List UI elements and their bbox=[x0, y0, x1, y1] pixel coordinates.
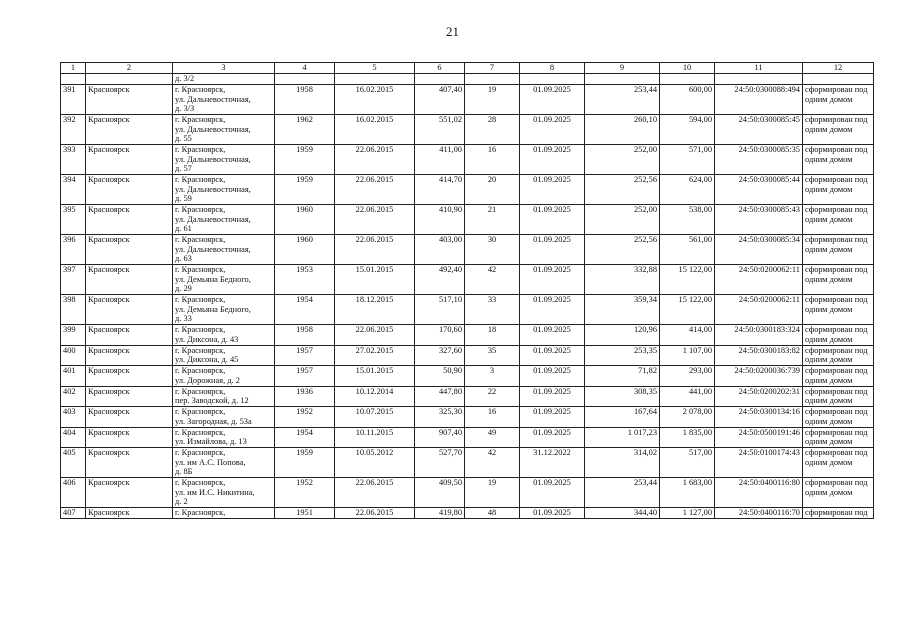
deadline-cell: 01.09.2025 bbox=[520, 295, 585, 325]
city-cell: Красноярск bbox=[86, 235, 173, 265]
address-cell: г. Красноярск, bbox=[173, 508, 275, 519]
deadline-cell: 01.09.2025 bbox=[520, 145, 585, 175]
deadline-cell: 01.09.2025 bbox=[520, 115, 585, 145]
row-number: 393 bbox=[61, 145, 86, 175]
date-cell: 22.06.2015 bbox=[335, 478, 415, 508]
cost-cell: 253,35 bbox=[585, 345, 660, 366]
cost-cell: 260,10 bbox=[585, 115, 660, 145]
cadastral-number-cell: 24:50:0100174:43 bbox=[715, 448, 803, 478]
residents-cell: 16 bbox=[465, 407, 520, 428]
year-cell: 1959 bbox=[275, 448, 335, 478]
area-cell: 50,90 bbox=[415, 366, 465, 387]
date-cell: 16.02.2015 bbox=[335, 85, 415, 115]
row-number: 399 bbox=[61, 325, 86, 346]
land-area-cell: 594,00 bbox=[660, 115, 715, 145]
land-status-cell: сформирован под одним домом bbox=[803, 407, 874, 428]
cadastral-number-cell: 24:50:0200202:31 bbox=[715, 386, 803, 407]
deadline-cell: 01.09.2025 bbox=[520, 427, 585, 448]
cost-cell: 252,56 bbox=[585, 235, 660, 265]
column-header: 4 bbox=[275, 63, 335, 74]
cost-cell: 314,02 bbox=[585, 448, 660, 478]
column-header-row bbox=[61, 63, 874, 74]
land-area-cell: 293,00 bbox=[660, 366, 715, 387]
year-cell: 1957 bbox=[275, 345, 335, 366]
date-cell: 22.06.2015 bbox=[335, 508, 415, 519]
residents-cell: 30 bbox=[465, 235, 520, 265]
cadastral-number-cell: 24:50:0300085:34 bbox=[715, 235, 803, 265]
area-cell: 517,10 bbox=[415, 295, 465, 325]
housing-registry-table bbox=[60, 62, 874, 519]
area-cell: 411,00 bbox=[415, 145, 465, 175]
land-area-cell: 441,00 bbox=[660, 386, 715, 407]
land-area-cell: 15 122,00 bbox=[660, 265, 715, 295]
cadastral-number-cell: 24:50:0400116:80 bbox=[715, 478, 803, 508]
column-header: 6 bbox=[415, 63, 465, 74]
year-cell: 1953 bbox=[275, 265, 335, 295]
cost-cell: 308,35 bbox=[585, 386, 660, 407]
area-cell: 325,30 bbox=[415, 407, 465, 428]
city-cell: Красноярск bbox=[86, 295, 173, 325]
table-row bbox=[61, 295, 874, 325]
table-row bbox=[61, 427, 874, 448]
cost-cell: 253,44 bbox=[585, 85, 660, 115]
date-cell: 18.12.2015 bbox=[335, 295, 415, 325]
land-status-cell: сформирован под одним домом bbox=[803, 448, 874, 478]
area-cell: 907,40 bbox=[415, 427, 465, 448]
date-cell: 27.02.2015 bbox=[335, 345, 415, 366]
deadline-cell: 01.09.2025 bbox=[520, 345, 585, 366]
land-area-cell: 538,00 bbox=[660, 205, 715, 235]
city-cell: Красноярск bbox=[86, 427, 173, 448]
area-cell: 447,80 bbox=[415, 386, 465, 407]
column-header: 12 bbox=[803, 63, 874, 74]
cadastral-number-cell: 24:50:0300085:44 bbox=[715, 175, 803, 205]
land-area-cell: 561,00 bbox=[660, 235, 715, 265]
deadline-cell: 01.09.2025 bbox=[520, 325, 585, 346]
cost-cell: 359,34 bbox=[585, 295, 660, 325]
address-cell: г. Красноярск, ул. Дальневосточная, д. 55 bbox=[173, 115, 275, 145]
residents-cell: 49 bbox=[465, 427, 520, 448]
address-cell: г. Красноярск, ул. Измайлова, д. 13 bbox=[173, 427, 275, 448]
continuation-address: д. 3/2 bbox=[173, 74, 275, 85]
address-cell: г. Красноярск, ул. Диксона, д. 45 bbox=[173, 345, 275, 366]
date-cell: 15.01.2015 bbox=[335, 366, 415, 387]
year-cell: 1958 bbox=[275, 325, 335, 346]
cadastral-number-cell: 24:50:0300183:324 bbox=[715, 325, 803, 346]
row-number: 403 bbox=[61, 407, 86, 428]
table-row bbox=[61, 448, 874, 478]
row-number: 406 bbox=[61, 478, 86, 508]
cost-cell: 252,56 bbox=[585, 175, 660, 205]
city-cell: Красноярск bbox=[86, 205, 173, 235]
cadastral-number-cell: 24:50:0400116:70 bbox=[715, 508, 803, 519]
land-status-cell: сформирован под одним домом bbox=[803, 265, 874, 295]
land-area-cell: 414,00 bbox=[660, 325, 715, 346]
address-cell: г. Красноярск, ул. Демьяна Бедного, д. 29 bbox=[173, 265, 275, 295]
deadline-cell: 01.09.2025 bbox=[520, 407, 585, 428]
residents-cell: 18 bbox=[465, 325, 520, 346]
area-cell: 419,80 bbox=[415, 508, 465, 519]
deadline-cell: 01.09.2025 bbox=[520, 205, 585, 235]
cadastral-number-cell: 24:50:0300183:82 bbox=[715, 345, 803, 366]
area-cell: 327,60 bbox=[415, 345, 465, 366]
cadastral-number-cell: 24:50:0300085:45 bbox=[715, 115, 803, 145]
date-cell: 10.07.2015 bbox=[335, 407, 415, 428]
table-row bbox=[61, 386, 874, 407]
table-row bbox=[61, 175, 874, 205]
residents-cell: 42 bbox=[465, 448, 520, 478]
year-cell: 1952 bbox=[275, 407, 335, 428]
table-row bbox=[61, 345, 874, 366]
date-cell: 10.11.2015 bbox=[335, 427, 415, 448]
year-cell: 1959 bbox=[275, 175, 335, 205]
year-cell: 1958 bbox=[275, 85, 335, 115]
row-number: 402 bbox=[61, 386, 86, 407]
address-cell: г. Красноярск, ул. Демьяна Бедного, д. 33 bbox=[173, 295, 275, 325]
column-header: 1 bbox=[61, 63, 86, 74]
year-cell: 1954 bbox=[275, 295, 335, 325]
area-cell: 407,40 bbox=[415, 85, 465, 115]
date-cell: 15.01.2015 bbox=[335, 265, 415, 295]
date-cell: 16.02.2015 bbox=[335, 115, 415, 145]
deadline-cell: 01.09.2025 bbox=[520, 265, 585, 295]
cost-cell: 344,40 bbox=[585, 508, 660, 519]
row-number: 392 bbox=[61, 115, 86, 145]
row-number: 404 bbox=[61, 427, 86, 448]
address-cell: г. Красноярск, ул. Дальневосточная, д. 59 bbox=[173, 175, 275, 205]
address-cell: г. Красноярск, ул. Загородная, д. 53а bbox=[173, 407, 275, 428]
date-cell: 22.06.2015 bbox=[335, 205, 415, 235]
cost-cell: 167,64 bbox=[585, 407, 660, 428]
land-status-cell: сформирован под одним домом bbox=[803, 115, 874, 145]
land-status-cell: сформирован под одним домом bbox=[803, 478, 874, 508]
area-cell: 403,00 bbox=[415, 235, 465, 265]
land-area-cell: 600,00 bbox=[660, 85, 715, 115]
address-cell: г. Красноярск, ул. им И.С. Никитина, д. 2 bbox=[173, 478, 275, 508]
address-cell: г. Красноярск, ул. Дальневосточная, д. 57 bbox=[173, 145, 275, 175]
column-header: 7 bbox=[465, 63, 520, 74]
year-cell: 1952 bbox=[275, 478, 335, 508]
row-number: 401 bbox=[61, 366, 86, 387]
land-status-cell: сформирован под одним домом bbox=[803, 386, 874, 407]
table-row bbox=[61, 145, 874, 175]
city-cell: Красноярск bbox=[86, 508, 173, 519]
cadastral-number-cell: 24:50:0200062:11 bbox=[715, 295, 803, 325]
address-cell: г. Красноярск, ул. Дорожная, д. 2 bbox=[173, 366, 275, 387]
deadline-cell: 01.09.2025 bbox=[520, 508, 585, 519]
page-number: 21 bbox=[446, 24, 459, 39]
date-cell: 22.06.2015 bbox=[335, 325, 415, 346]
address-cell: г. Красноярск, ул. Дальневосточная, д. 61 bbox=[173, 205, 275, 235]
residents-cell: 19 bbox=[465, 85, 520, 115]
city-cell: Красноярск bbox=[86, 366, 173, 387]
cadastral-number-cell: 24:50:0300134:16 bbox=[715, 407, 803, 428]
area-cell: 410,90 bbox=[415, 205, 465, 235]
land-status-cell: сформирован под одним домом bbox=[803, 366, 874, 387]
deadline-cell: 01.09.2025 bbox=[520, 85, 585, 115]
row-number: 405 bbox=[61, 448, 86, 478]
table-row bbox=[61, 407, 874, 428]
address-cell: г. Красноярск, ул. им А.С. Попова, д. 8Б bbox=[173, 448, 275, 478]
city-cell: Красноярск bbox=[86, 265, 173, 295]
land-area-cell: 2 078,00 bbox=[660, 407, 715, 428]
city-cell: Красноярск bbox=[86, 85, 173, 115]
cadastral-number-cell: 24:50:0300085:35 bbox=[715, 145, 803, 175]
row-number: 397 bbox=[61, 265, 86, 295]
cost-cell: 120,96 bbox=[585, 325, 660, 346]
residents-cell: 21 bbox=[465, 205, 520, 235]
land-area-cell: 624,00 bbox=[660, 175, 715, 205]
cadastral-number-cell: 24:50:0300085:43 bbox=[715, 205, 803, 235]
deadline-cell: 01.09.2025 bbox=[520, 235, 585, 265]
city-cell: Красноярск bbox=[86, 325, 173, 346]
land-status-cell: сформирован под одним домом bbox=[803, 325, 874, 346]
cost-cell: 252,00 bbox=[585, 145, 660, 175]
table-row bbox=[61, 205, 874, 235]
area-cell: 527,70 bbox=[415, 448, 465, 478]
year-cell: 1959 bbox=[275, 145, 335, 175]
city-cell: Красноярск bbox=[86, 175, 173, 205]
column-header: 10 bbox=[660, 63, 715, 74]
residents-cell: 20 bbox=[465, 175, 520, 205]
year-cell: 1936 bbox=[275, 386, 335, 407]
cadastral-number-cell: 24:50:0300088:494 bbox=[715, 85, 803, 115]
year-cell: 1951 bbox=[275, 508, 335, 519]
table-row bbox=[61, 235, 874, 265]
deadline-cell: 01.09.2025 bbox=[520, 175, 585, 205]
residents-cell: 33 bbox=[465, 295, 520, 325]
row-number: 398 bbox=[61, 295, 86, 325]
city-cell: Красноярск bbox=[86, 115, 173, 145]
year-cell: 1960 bbox=[275, 235, 335, 265]
date-cell: 22.06.2015 bbox=[335, 175, 415, 205]
column-header: 9 bbox=[585, 63, 660, 74]
area-cell: 409,50 bbox=[415, 478, 465, 508]
deadline-cell: 01.09.2025 bbox=[520, 366, 585, 387]
cadastral-number-cell: 24:50:0500191:46 bbox=[715, 427, 803, 448]
area-cell: 551,02 bbox=[415, 115, 465, 145]
residents-cell: 16 bbox=[465, 145, 520, 175]
land-status-cell: сформирован под одним домом bbox=[803, 175, 874, 205]
row-number: 396 bbox=[61, 235, 86, 265]
area-cell: 170,60 bbox=[415, 325, 465, 346]
city-cell: Красноярск bbox=[86, 478, 173, 508]
area-cell: 492,40 bbox=[415, 265, 465, 295]
city-cell: Красноярск bbox=[86, 448, 173, 478]
column-header: 2 bbox=[86, 63, 173, 74]
city-cell: Красноярск bbox=[86, 145, 173, 175]
cadastral-number-cell: 24:50:0200036:739 bbox=[715, 366, 803, 387]
address-cell: г. Красноярск, пер. Заводской, д. 12 bbox=[173, 386, 275, 407]
area-cell: 414,70 bbox=[415, 175, 465, 205]
table-row bbox=[61, 478, 874, 508]
date-cell: 10.12.2014 bbox=[335, 386, 415, 407]
row-number: 395 bbox=[61, 205, 86, 235]
row-number: 400 bbox=[61, 345, 86, 366]
land-area-cell: 517,00 bbox=[660, 448, 715, 478]
residents-cell: 48 bbox=[465, 508, 520, 519]
row-number: 391 bbox=[61, 85, 86, 115]
land-status-cell: сформирован под одним домом bbox=[803, 295, 874, 325]
continuation-row bbox=[61, 74, 874, 85]
residents-cell: 42 bbox=[465, 265, 520, 295]
deadline-cell: 01.09.2025 bbox=[520, 386, 585, 407]
date-cell: 10.05.2012 bbox=[335, 448, 415, 478]
city-cell: Красноярск bbox=[86, 345, 173, 366]
table-row bbox=[61, 366, 874, 387]
address-cell: г. Красноярск, ул. Диксона, д. 43 bbox=[173, 325, 275, 346]
residents-cell: 28 bbox=[465, 115, 520, 145]
year-cell: 1960 bbox=[275, 205, 335, 235]
year-cell: 1954 bbox=[275, 427, 335, 448]
cost-cell: 71,82 bbox=[585, 366, 660, 387]
land-area-cell: 1 127,00 bbox=[660, 508, 715, 519]
table-row bbox=[61, 325, 874, 346]
residents-cell: 22 bbox=[465, 386, 520, 407]
address-cell: г. Красноярск, ул. Дальневосточная, д. 3/3 bbox=[173, 85, 275, 115]
year-cell: 1957 bbox=[275, 366, 335, 387]
column-header: 11 bbox=[715, 63, 803, 74]
land-status-cell: сформирован под одним домом bbox=[803, 205, 874, 235]
city-cell: Красноярск bbox=[86, 407, 173, 428]
date-cell: 22.06.2015 bbox=[335, 145, 415, 175]
land-area-cell: 571,00 bbox=[660, 145, 715, 175]
column-header: 5 bbox=[335, 63, 415, 74]
column-header: 8 bbox=[520, 63, 585, 74]
land-status-cell: сформирован под одним домом bbox=[803, 427, 874, 448]
table-row bbox=[61, 115, 874, 145]
cost-cell: 252,00 bbox=[585, 205, 660, 235]
deadline-cell: 31.12.2022 bbox=[520, 448, 585, 478]
residents-cell: 35 bbox=[465, 345, 520, 366]
land-status-cell: сформирован под одним домом bbox=[803, 145, 874, 175]
table-body bbox=[61, 74, 874, 519]
residents-cell: 3 bbox=[465, 366, 520, 387]
table-row bbox=[61, 85, 874, 115]
land-status-cell: сформирован под одним домом bbox=[803, 235, 874, 265]
cost-cell: 253,44 bbox=[585, 478, 660, 508]
cost-cell: 332,88 bbox=[585, 265, 660, 295]
land-area-cell: 1 835,00 bbox=[660, 427, 715, 448]
residents-cell: 19 bbox=[465, 478, 520, 508]
date-cell: 22.06.2015 bbox=[335, 235, 415, 265]
row-number: 407 bbox=[61, 508, 86, 519]
land-area-cell: 15 122,00 bbox=[660, 295, 715, 325]
land-status-cell: сформирован под одним домом bbox=[803, 85, 874, 115]
land-status-cell: сформирован под bbox=[803, 508, 874, 519]
address-cell: г. Красноярск, ул. Дальневосточная, д. 63 bbox=[173, 235, 275, 265]
land-area-cell: 1 683,00 bbox=[660, 478, 715, 508]
year-cell: 1962 bbox=[275, 115, 335, 145]
land-area-cell: 1 107,00 bbox=[660, 345, 715, 366]
city-cell: Красноярск bbox=[86, 386, 173, 407]
cadastral-number-cell: 24:50:0200062:11 bbox=[715, 265, 803, 295]
column-header: 3 bbox=[173, 63, 275, 74]
deadline-cell: 01.09.2025 bbox=[520, 478, 585, 508]
land-status-cell: сформирован под одним домом bbox=[803, 345, 874, 366]
table-row bbox=[61, 508, 874, 519]
cost-cell: 1 017,23 bbox=[585, 427, 660, 448]
row-number: 394 bbox=[61, 175, 86, 205]
table-row bbox=[61, 265, 874, 295]
